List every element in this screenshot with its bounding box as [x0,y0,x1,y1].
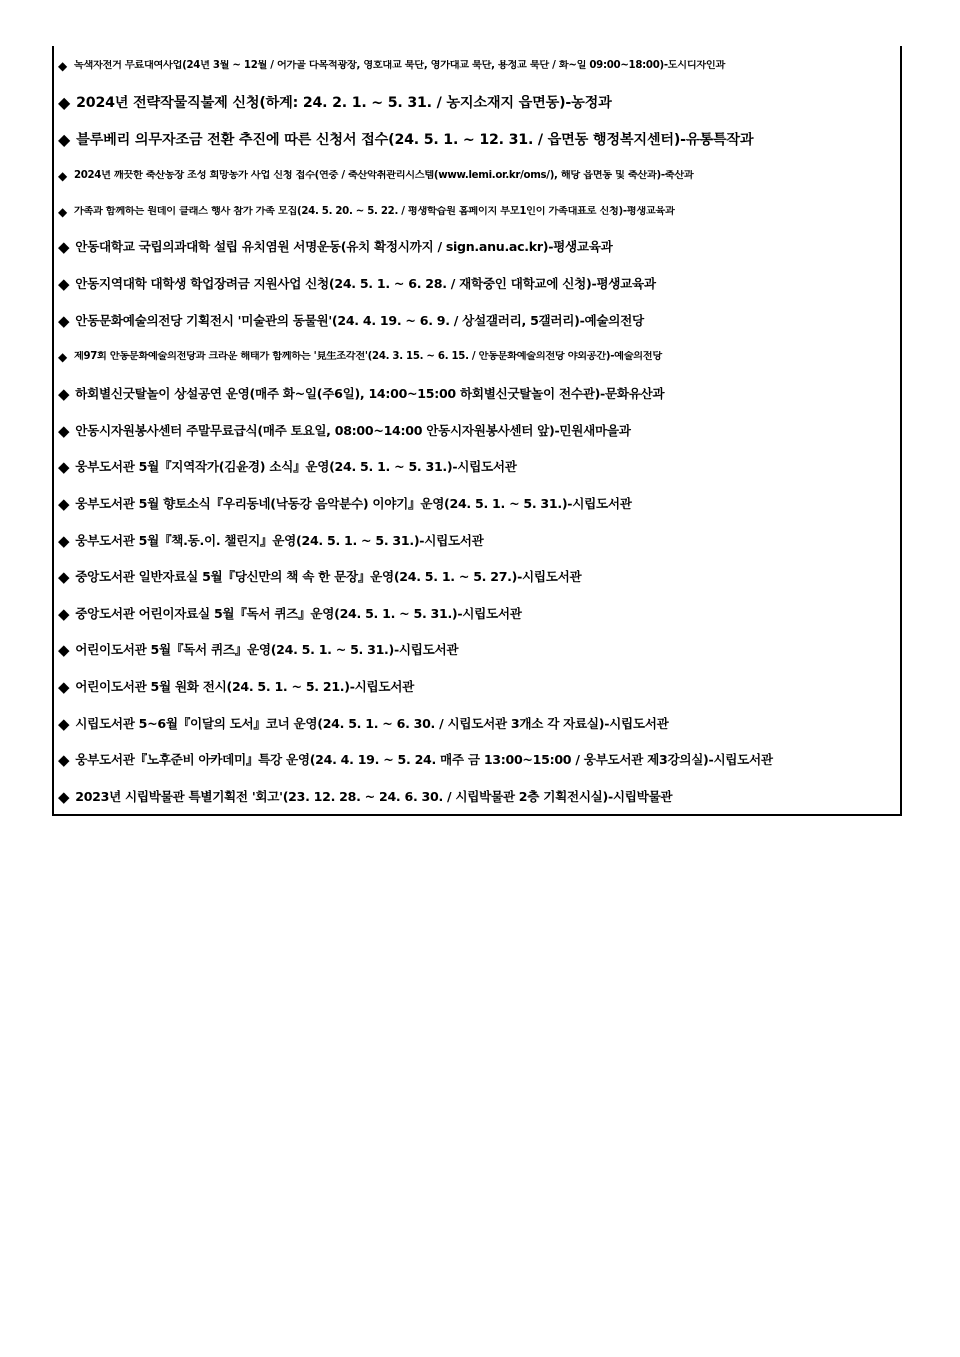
diamond-bullet-icon: ◆ [58,790,70,805]
diamond-bullet-icon: ◆ [58,717,70,732]
diamond-bullet-icon: ◆ [58,60,67,72]
diamond-bullet-icon: ◆ [58,351,67,363]
list-item [58,132,898,148]
list-item [58,643,898,658]
list-item-text: 제97회 안동문화예술의전당과 크라운 해태가 함께하는 '見生조각전'(24. 3. 15. ~ 6. 15. / 안동문화예술의전당 야외공간)-예술의전당 [73,351,662,362]
list-item [58,206,898,218]
list-item [58,277,898,292]
diamond-bullet-icon: ◆ [58,497,70,512]
diamond-bullet-icon: ◆ [58,95,71,111]
list-item [58,351,898,363]
list-item-text: 2024년 전략작물직불제 신청(하계: 24. 2. 1. ~ 5. 31. / 농지소재지 읍면동)-농정과 [76,95,612,111]
diamond-bullet-icon: ◆ [58,277,70,292]
list-item [58,424,898,439]
list-item [58,240,898,255]
diamond-bullet-icon: ◆ [58,240,70,255]
list-item-text: 안동대학교 국립의과대학 설립 유치염원 서명운동(유치 확정시까지 / sign.anu.ac.kr)-평생교육과 [75,240,613,255]
diamond-bullet-icon: ◆ [58,607,70,622]
diamond-bullet-icon: ◆ [58,680,70,695]
list-item [58,60,898,72]
diamond-bullet-icon: ◆ [58,753,70,768]
list-item [58,790,898,805]
list-item-text: 블루베리 의무자조금 전환 추진에 따른 신청서 접수(24. 5. 1. ~ 12. 31. / 읍면동 행정복지센터)-유통특작과 [76,132,754,148]
diamond-bullet-icon: ◆ [58,314,70,329]
list-item [58,607,898,622]
list-item-text: 가족과 함께하는 원데이 클래스 행사 참가 가족 모집(24. 5. 20. ~ 5. 22. / 평생학습원 홈페이지 부모1인이 가족대표로 신청)-평생교육과 [73,206,675,217]
list-item [58,680,898,695]
list-item [58,753,898,768]
diamond-bullet-icon: ◆ [58,424,70,439]
list-item [58,95,898,111]
list-item-text: 중앙도서관 일반자료실 5월『당신만의 책 속 한 문장』운영(24. 5. 1. ~ 5. 27.)-시립도서관 [75,570,582,585]
list-item-text: 안동지역대학 대학생 학업장려금 지원사업 신청(24. 5. 1. ~ 6. 28. / 재학중인 대학교에 신청)-평생교육과 [75,277,656,292]
diamond-bullet-icon: ◆ [58,460,70,475]
list-item-text: 안동시자원봉사센터 주말무료급식(매주 토요일, 08:00~14:00 안동시자원봉사센터 앞)-민원새마을과 [75,424,631,439]
list-item-text: 하회별신굿탈놀이 상설공연 운영(매주 화~일(주6일), 14:00~15:00 하회별신굿탈놀이 전수관)-문화유산과 [75,387,665,402]
diamond-bullet-icon: ◆ [58,387,70,402]
list-item-text: 웅부도서관『노후준비 아카데미』특강 운영(24. 4. 19. ~ 5. 24. 매주 금 13:00~15:00 / 웅부도서관 제3강의실)-시립도서관 [75,753,773,768]
list-item-text: 중앙도서관 어린이자료실 5월『독서 퀴즈』운영(24. 5. 1. ~ 5. 31.)-시립도서관 [75,607,522,622]
diamond-bullet-icon: ◆ [58,170,67,182]
list-item-text: 어린이도서관 5월『독서 퀴즈』운영(24. 5. 1. ~ 5. 31.)-시립도서관 [75,643,459,658]
diamond-bullet-icon: ◆ [58,643,70,658]
diamond-bullet-icon: ◆ [58,534,70,549]
list-item [58,460,898,475]
list-item-text: 2024년 깨끗한 축산농장 조성 희망농가 사업 신청 접수(연중 / 축산악취관리시스템(www.lemi.or.kr/oms/), 해당 읍면동 및 축산과)-축산과 [73,170,694,181]
list-item-text: 안동문화예술의전당 기획전시 '미술관의 동물원'(24. 4. 19. ~ 6. 9. / 상설갤러리, 5갤러리)-예술의전당 [75,314,644,329]
list-item [58,497,898,512]
list-item-text: 시립도서관 5~6월『이달의 도서』코너 운영(24. 5. 1. ~ 6. 30. / 시립도서관 3개소 각 자료실)-시립도서관 [75,717,669,732]
list-item-text: 녹색자전거 무료대여사업(24년 3월 ~ 12월 / 어가골 다목적광장, 영호대교 북단, 영가대교 북단, 용정교 북단 / 화~일 09:00~18:00)-도시디자인과 [73,60,726,71]
list-item-text: 웅부도서관 5월 향토소식『우리동네(낙동강 음악분수) 이야기』운영(24. 5. 1. ~ 5. 31.)-시립도서관 [75,497,632,512]
diamond-bullet-icon: ◆ [58,570,70,585]
diamond-bullet-icon: ◆ [58,206,67,218]
list-item [58,534,898,549]
list-item-text: 웅부도서관 5월『책.동.이. 챌린지』운영(24. 5. 1. ~ 5. 31.)-시립도서관 [75,534,484,549]
list-item-text: 웅부도서관 5월『지역작가(김윤경) 소식』운영(24. 5. 1. ~ 5. 31.)-시립도서관 [75,460,517,475]
list-item-text: 어린이도서관 5월 원화 전시(24. 5. 1. ~ 5. 21.)-시립도서관 [75,680,414,695]
diamond-bullet-icon: ◆ [58,132,71,148]
list-item [58,314,898,329]
notice-list-box [52,46,902,816]
list-item-text: 2023년 시립박물관 특별기획전 '회고'(23. 12. 28. ~ 24. 6. 30. / 시립박물관 2층 기획전시실)-시립박물관 [75,790,673,805]
list-item [58,387,898,402]
list-item [58,717,898,732]
list-item [58,570,898,585]
list-item [58,170,898,182]
